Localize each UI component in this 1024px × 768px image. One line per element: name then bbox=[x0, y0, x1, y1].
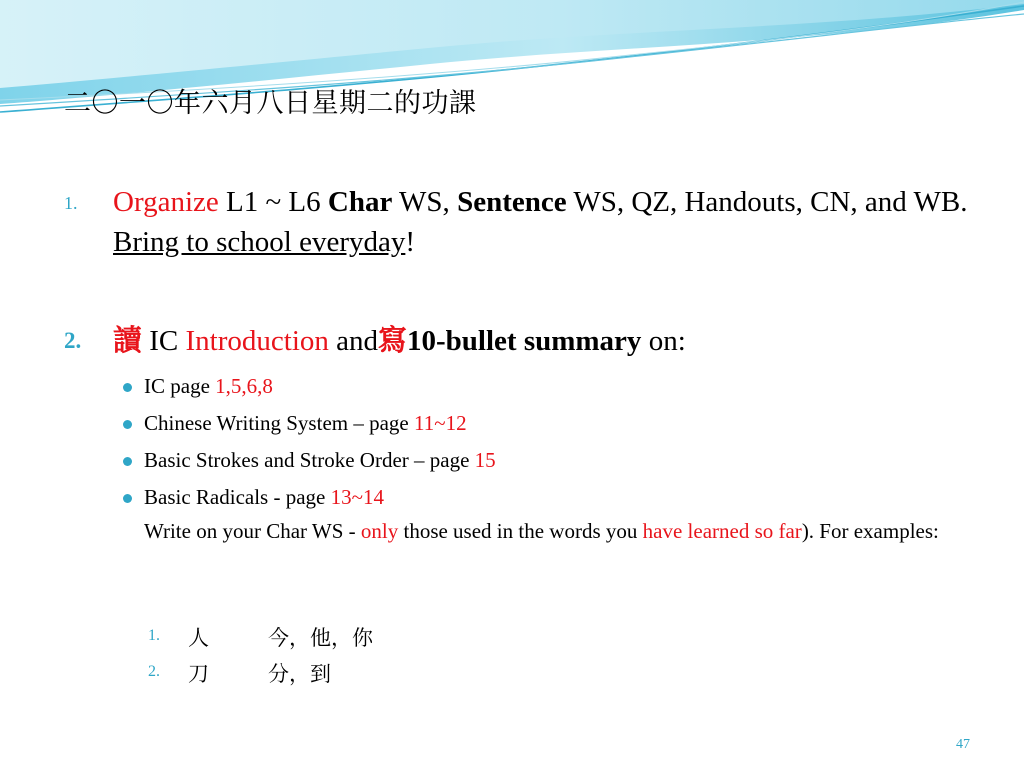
instruction-paragraph bbox=[144, 516, 974, 546]
introduction-word: Introduction bbox=[185, 325, 329, 357]
page-number: 47 bbox=[956, 737, 970, 752]
example-characters: 今，他，你 bbox=[268, 626, 373, 650]
bullet-dot-icon bbox=[123, 457, 132, 466]
bullet-text: Basic Radicals - page bbox=[144, 485, 331, 509]
sentence-word: Sentence bbox=[457, 186, 567, 218]
bullet-dot-icon bbox=[123, 420, 132, 429]
bullet-text: Basic Strokes and Stroke Order – page bbox=[144, 448, 475, 472]
bullet-summary-text: 10-bullet summary bbox=[407, 325, 642, 357]
example-characters: 分，到 bbox=[268, 662, 331, 686]
bullet-item bbox=[122, 405, 982, 442]
page-bullet-list bbox=[122, 368, 982, 516]
example-number: 2. bbox=[148, 663, 160, 680]
learned-so-far-text: have learned so far bbox=[642, 519, 802, 543]
bullet-pages: 11~12 bbox=[414, 411, 467, 435]
example-radical: 人 bbox=[188, 626, 209, 650]
example-number: 1. bbox=[148, 627, 160, 644]
slide-title: 二〇一〇年六月八日星期二的功課 bbox=[64, 88, 477, 119]
bullet-pages: 15 bbox=[474, 448, 496, 472]
bullet-text: Chinese Writing System – page bbox=[144, 411, 414, 435]
item-1-exclamation: ! bbox=[405, 226, 416, 258]
para-part-c: ). For examples: bbox=[801, 519, 939, 543]
item-2-text bbox=[113, 320, 993, 361]
bullet-text: IC page bbox=[144, 374, 216, 398]
bullet-pages: 1,5,6,8 bbox=[215, 374, 273, 398]
read-character: 讀 bbox=[113, 323, 143, 357]
para-part-b: those used in the words you bbox=[398, 519, 643, 543]
bullet-pages: 13~14 bbox=[330, 485, 384, 509]
bullet-dot-icon bbox=[123, 494, 132, 503]
item-1-part-a: L1 ~ L6 bbox=[218, 186, 328, 218]
item-2-on: on: bbox=[641, 325, 686, 357]
item-2-ic: IC bbox=[142, 325, 186, 357]
bullet-dot-icon bbox=[123, 383, 132, 392]
bullet-item bbox=[122, 479, 982, 516]
item-1-number: 1. bbox=[64, 193, 78, 213]
item-1-text bbox=[113, 182, 993, 262]
example-item bbox=[148, 656, 468, 692]
item-2-and: and bbox=[328, 325, 378, 357]
item-2-number: 2. bbox=[64, 328, 82, 353]
organize-word: Organize bbox=[113, 186, 219, 218]
example-item bbox=[148, 620, 468, 656]
bullet-item bbox=[122, 368, 982, 405]
only-word: only bbox=[360, 519, 399, 543]
bring-to-school-text: Bring to school everyday bbox=[113, 226, 406, 258]
item-1-part-c: WS, QZ, Handouts, CN, and WB. bbox=[566, 186, 968, 218]
bullet-item bbox=[122, 442, 982, 479]
example-radical: 刀 bbox=[188, 662, 209, 686]
item-1-part-b: WS, bbox=[392, 186, 458, 218]
char-word: Char bbox=[327, 186, 393, 218]
write-character: 寫 bbox=[378, 323, 408, 357]
para-part-a: Write on your Char WS - bbox=[144, 519, 361, 543]
